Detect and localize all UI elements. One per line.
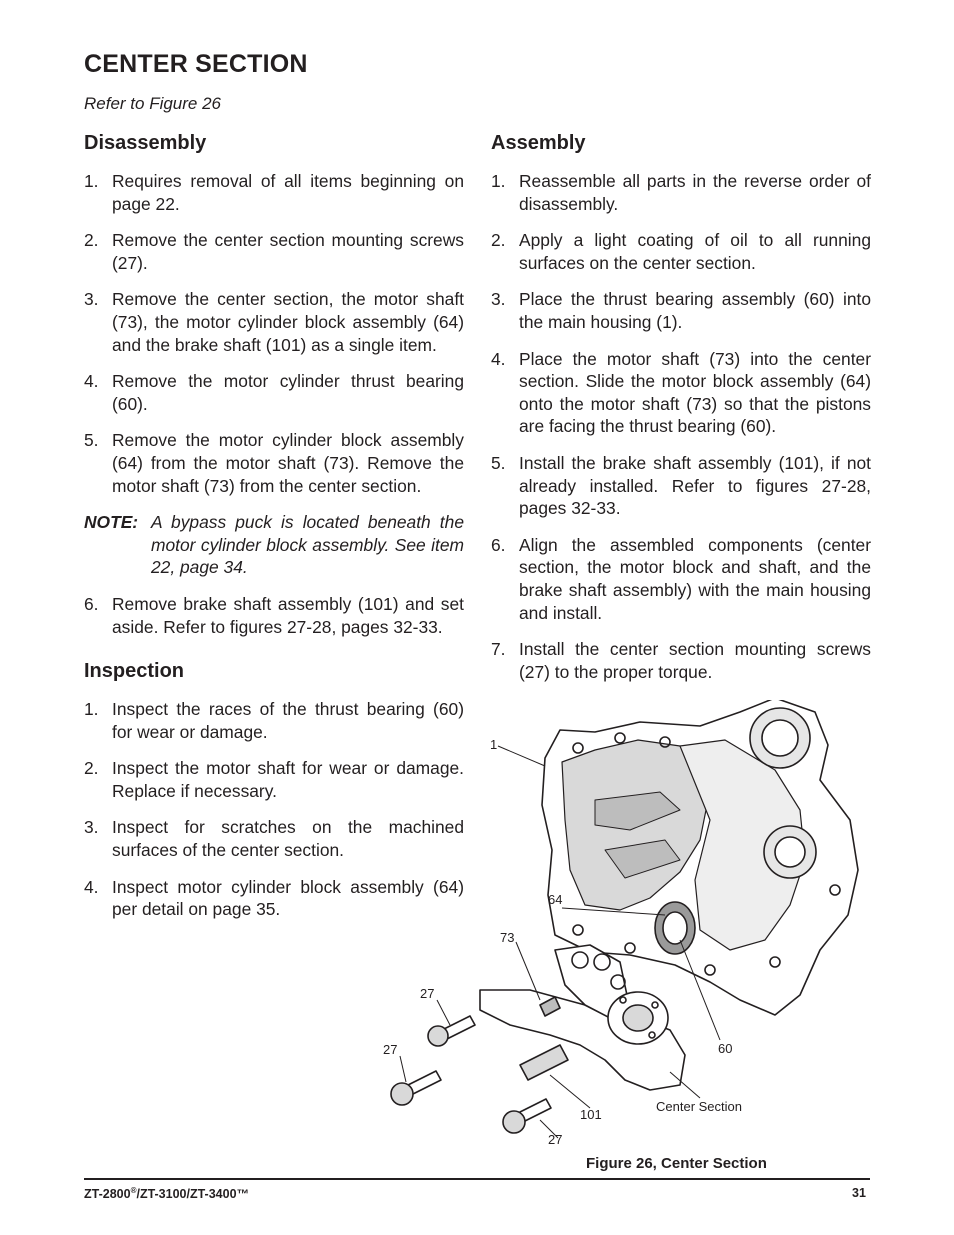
list-item [491,229,871,274]
list-item [491,452,871,520]
screw-left [391,1071,441,1105]
item-text: Inspect for scratches on the machined surfaces of the center section. [112,817,464,861]
list-item [491,348,871,438]
note-label: NOTE: [84,512,139,533]
item-number: 4. [491,348,506,369]
list-item [491,170,871,215]
item-number: 7. [491,639,506,660]
item-number: 3. [84,817,99,838]
item-text: Apply a light coating of oil to all running surfaces on the center section. [519,230,871,273]
list-item [84,170,464,215]
item-text: Place the thrust bearing assembly (60) into the main housing (1). [519,289,871,332]
item-number: 3. [491,289,506,310]
item-number: 1. [491,171,506,191]
item-text: Place the motor shaft (73) into the center section. Slide the motor block assembly (64) onto the motor shaft (73) so that the pistons are facing the thrust bearing (60). [519,348,871,437]
note-text: A bypass puck is located beneath the motor cylinder block assembly. See item 22, page 34. [151,512,464,578]
item-text: Reassemble all parts in the reverse order of disassembly. [519,171,871,214]
exploded-view-drawing [380,700,880,1150]
inspection-heading: Inspection [84,660,185,683]
item-number: 2. [491,230,506,251]
callout-64: 64 [548,892,563,907]
item-text: Remove the motor cylinder thrust bearing (60). [112,371,464,414]
brake-shaft [520,1045,568,1080]
list-item [491,288,871,333]
callout-center-section: Center Section [656,1099,742,1114]
callout-73: 73 [500,930,515,945]
page-number: 31 [852,1186,866,1200]
item-number: 4. [84,371,99,392]
disassembly-list [84,170,464,497]
item-number: 5. [84,430,99,451]
page-title: CENTER SECTION [84,50,308,78]
disassembly-heading: Disassembly [84,132,207,154]
list-item [491,534,871,624]
item-text: Remove the center section mounting screws (27). [112,230,464,273]
item-number: 1. [84,171,99,191]
callout-101: 101 [580,1107,602,1122]
item-number: 2. [84,758,99,779]
callout-27-upper: 27 [420,986,435,1001]
right-column [491,130,871,697]
figure-caption: Figure 26, Center Section [586,1155,767,1172]
model-others: /ZT-3100/ZT-3400™ [136,1187,250,1202]
callout-27-lower: 27 [548,1132,563,1147]
registered-mark: ® [130,1186,137,1195]
item-number: 6. [491,534,506,555]
callout-60: 60 [718,1041,733,1056]
list-item [84,229,464,274]
item-text: Inspect the motor shaft for wear or damage. Replace if necessary. [112,758,464,801]
screw-upper [428,1016,475,1046]
item-number: 6. [84,593,99,614]
item-number: 4. [84,876,99,897]
item-text: Inspect motor cylinder block assembly (64) per detail on page 35. [112,876,464,920]
footer-model-numbers [84,1186,249,1201]
item-text: Align the assembled components (center section, the motor block and shaft, and the brake shaft assembly) with the main housing and install. [519,534,871,623]
assembly-list [491,170,871,683]
list-item [84,370,464,415]
figure-reference: Refer to Figure 26 [84,94,222,113]
callout-27-left: 27 [383,1042,398,1057]
item-number: 2. [84,230,99,251]
item-number: 1. [84,699,99,720]
screw-lower [503,1099,551,1133]
footer-rule [84,1178,870,1180]
item-number: 3. [84,289,99,310]
item-text: Remove the motor cylinder block assembly (64) from the motor shaft (73). Remove the motor shaft (73) from the center section. [112,430,464,496]
list-item [84,288,464,356]
item-text: Install the brake shaft assembly (101), if not already installed. Refer to figures 27-28, pages 32-33. [519,452,871,519]
item-number: 5. [491,452,506,473]
model-primary: ZT-2800 [84,1187,131,1202]
callout-1: 1 [490,737,498,752]
list-item [491,638,871,683]
item-text: Remove brake shaft assembly (101) and set aside. Refer to figures 27-28, pages 32-33. [112,593,464,637]
disassembly-list-continued [84,593,464,638]
assembly-heading: Assembly [491,132,586,154]
center-section-illustration [380,700,880,1150]
list-item [84,593,464,638]
item-text: Requires removal of all items beginning on page 22. [112,171,464,214]
item-text: Remove the center section, the motor shaft (73), the motor cylinder block assembly (64) and the brake shaft (101) as a single item. [112,289,464,355]
list-item [84,429,464,497]
item-text: Install the center section mounting screws (27) to the proper torque. [519,639,871,682]
item-text: Inspect the races of the thrust bearing (60) for wear or damage. [112,699,464,742]
note-block [84,511,464,579]
